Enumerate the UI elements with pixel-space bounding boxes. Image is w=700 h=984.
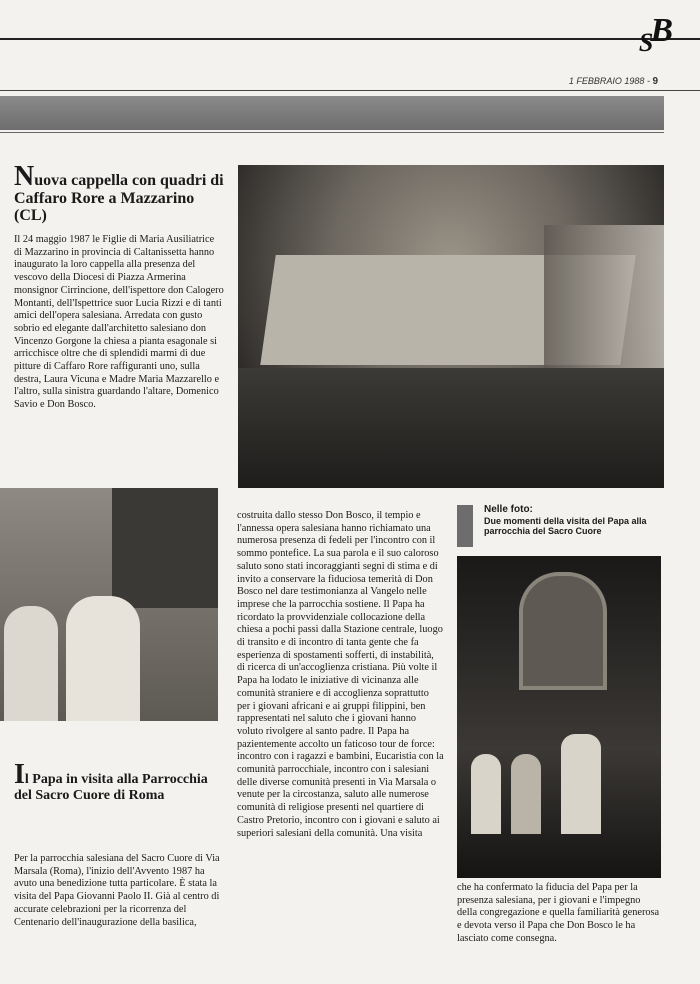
caption-heading: Nelle foto: (484, 504, 533, 515)
page-dateline: 1 FEBBRAIO 1988 - 9 (568, 76, 658, 87)
article2-title (14, 760, 224, 804)
article2-body-left: Per la parrocchia salesiana del Sacro Cuore di Via Marsala (Roma), l'inizio dell'Avvento 1987 ha avuto una benedizione tutta particolare. È stata la visita del Papa Giovanni Paolo II. Già al centro di accurate celebrazioni per la ricorrenza del Centenario dell'inaugurazione della basilica, (14, 853, 220, 928)
article2-title-initial: I (14, 759, 25, 790)
article1-title-text: uova cappella con quadri di Caffaro Rore a Mazzarino (CL) (14, 172, 224, 225)
article2-body-middle: costruita dallo stesso Don Bosco, il tempio e l'annessa opera salesiana hanno richiamato una numerosa presenza di fedeli per l'incontro con il sommo pontefice. La sua parola e il suo caloroso saluto sono stati incoraggianti segni di stima e di invito a conservare la fiduciosa temerità di Don Bosco nel dare testimonianza al Vangelo nelle imprese che la parrocchia sostiene. Il Papa ha ricordato la provvidenziale collocazione della chiesa a pochi passi dalla Stazione centrale, luogo di transito e di incontro di tanta gente che fa esperienza di spostamenti sofferti, di instabilità, di ricerca di un'accoglienza cristiana. Più volte il Papa ha lodato le iniziative di vicinanza alle comunità straniere e di accoglienza soprattutto per i giovani africani e ai gruppi filippini, ben rappresentati nel saluto che i giovani hanno voluto rivolgere al santo padre. Il Papa ha pazientemente accolto un faticoso tour de force: incontro con i ragazzi e bambini, Eucaristia con la comunità parrocchiale, incontro con i salesiani delle diverse comunità presenti in Via Marsala o venute per la circostanza, saluto alle numerose comunità di religiose presenti nel quartiere di Castro Pretorio, incontro con i giovani e saluto ai superiori salesiani della comunità. Una visita (237, 510, 444, 839)
article2-title-text: l Papa in visita alla Parrocchia del Sacro Cuore di Roma (14, 772, 208, 804)
article1-title (14, 162, 224, 225)
article2-body-right: che ha confermato la fiducia del Papa per la presenza salesiana, per i giovani e l'impegno della congregazione e quella familiarità generosa e devota verso il Papa che Don Bosco le ha lasciato come consegna. (457, 882, 660, 944)
photo-chapel-ceremony (238, 165, 664, 488)
dateline-rule (0, 90, 700, 91)
caption-text: Due momenti della visita del Papa alla parrocchia del Sacro Cuore (484, 515, 647, 536)
article1-title-initial: N (14, 161, 35, 192)
header-rule (0, 38, 700, 40)
issue-date: 1 FEBBRAIO 1988 (568, 76, 645, 86)
caption-marker (457, 505, 473, 547)
photo-caption (484, 505, 662, 537)
band-rule (0, 132, 664, 133)
photo-pope-greeting (0, 488, 218, 721)
grey-header-band (0, 96, 664, 130)
magazine-logo: $_S$B (638, 12, 670, 57)
photo-pope-altar (457, 556, 661, 878)
article1-body: Il 24 maggio 1987 le Figlie di Maria Ausiliatrice di Mazzarino in provincia di Caltanissetta hanno inaugurato la loro cappella alla presenza del vescovo della Diocesi di Piazza Armerina monsignor Cirrincione, dell'ispettore don Calogero Montanti, dell'Ispettrice suor Lucia Rizzi e di tanti amici dell'opera salesiana. Arredata con gusto sobrio ed elegante dall'architetto salesiano don Vincenzo Gorgone la chiesa a pianta esagonale si arricchisce oltre che di splendidi marmi di due pitture di Caffaro Rore raffiguranti uno, sulla destra, Laura Vicuna e Madre Maria Mazzarello e l'altro, sulla sinistra guardando l'altare, Domenico Savio e Don Bosco. (14, 234, 224, 411)
page-number: 9 (652, 76, 658, 87)
